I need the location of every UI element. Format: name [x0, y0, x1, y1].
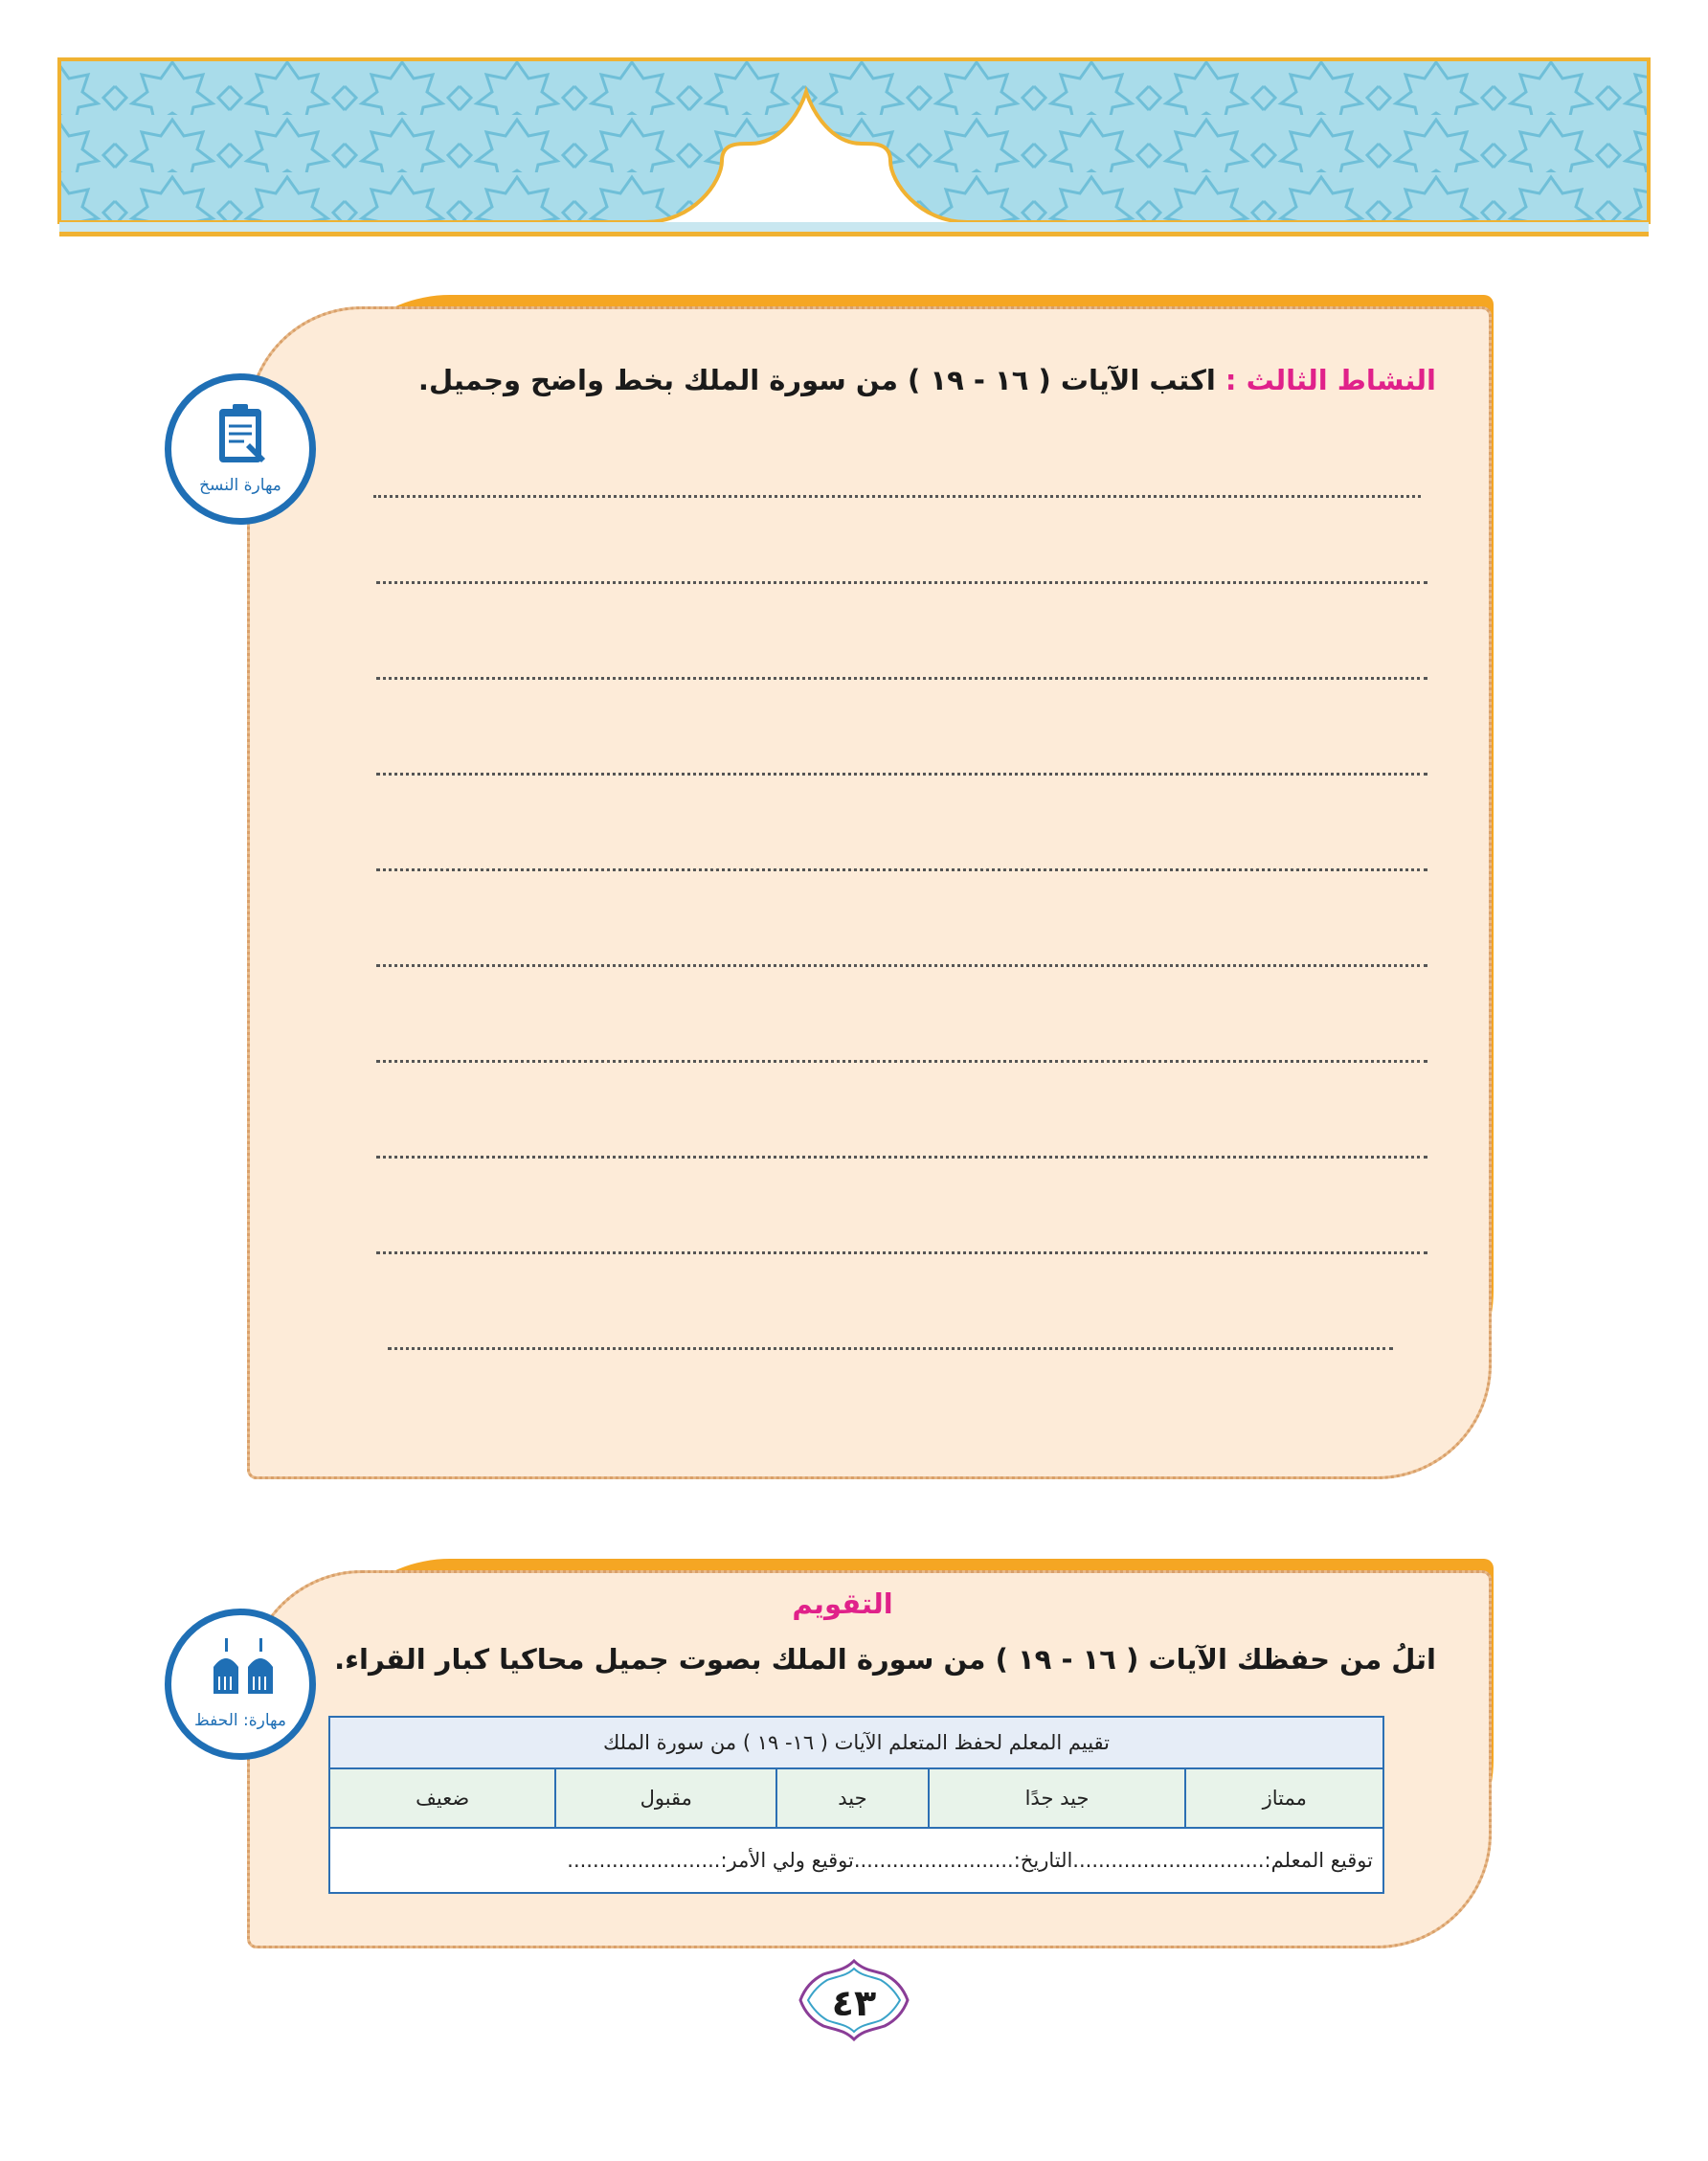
- writing-line[interactable]: [376, 1251, 1427, 1254]
- signature-row[interactable]: توقيع المعلم:..............................التاريخ:.........................توقيع ولي الأمر:........................: [329, 1828, 1383, 1893]
- grade-cell[interactable]: جيد: [776, 1768, 928, 1828]
- grade-cell[interactable]: ضعيف: [329, 1768, 555, 1828]
- evaluation-instruction: اتلُ من حفظك الآيات ( ١٦ - ١٩ ) من سورة الملك بصوت جميل محاكيا كبار القراء.: [334, 1643, 1436, 1676]
- skill-label: مهارة: الحفظ: [194, 1711, 286, 1730]
- copying-skill-badge: [165, 373, 316, 525]
- activity-panel: [247, 306, 1492, 1479]
- activity-instruction: [418, 364, 1436, 396]
- skill-label: مهارة النسخ: [199, 476, 281, 495]
- activity-label: النشاط الثالث :: [1225, 364, 1436, 396]
- page-number-ornament: [797, 1957, 911, 2043]
- writing-line[interactable]: [376, 677, 1427, 680]
- writing-line[interactable]: [376, 581, 1427, 584]
- mosque-icon: [210, 1634, 277, 1696]
- writing-line[interactable]: [376, 964, 1427, 967]
- activity-text: اكتب الآيات ( ١٦ - ١٩ ) من سورة الملك بخط واضح وجميل.: [417, 364, 1216, 396]
- decorative-banner: [0, 0, 1708, 249]
- page-number: ٤٣: [831, 1982, 877, 2024]
- writing-line[interactable]: [376, 868, 1427, 871]
- writing-line[interactable]: [376, 1156, 1427, 1159]
- memorization-skill-badge: [165, 1609, 316, 1760]
- grade-cell[interactable]: مقبول: [555, 1768, 776, 1828]
- writing-line[interactable]: [376, 773, 1427, 776]
- writing-line[interactable]: [388, 1347, 1393, 1350]
- grade-cell[interactable]: ممتاز: [1185, 1768, 1383, 1828]
- grade-cell[interactable]: جيد جدًا: [929, 1768, 1186, 1828]
- writing-line[interactable]: [373, 495, 1421, 498]
- teacher-evaluation-table: [328, 1716, 1384, 1894]
- evaluation-title: التقويم: [792, 1587, 893, 1620]
- table-header: تقييم المعلم لحفظ المتعلم الآيات ( ١٦- ١٩ ) من سورة الملك: [329, 1717, 1383, 1768]
- clipboard-icon: [214, 401, 271, 468]
- writing-line[interactable]: [376, 1060, 1427, 1063]
